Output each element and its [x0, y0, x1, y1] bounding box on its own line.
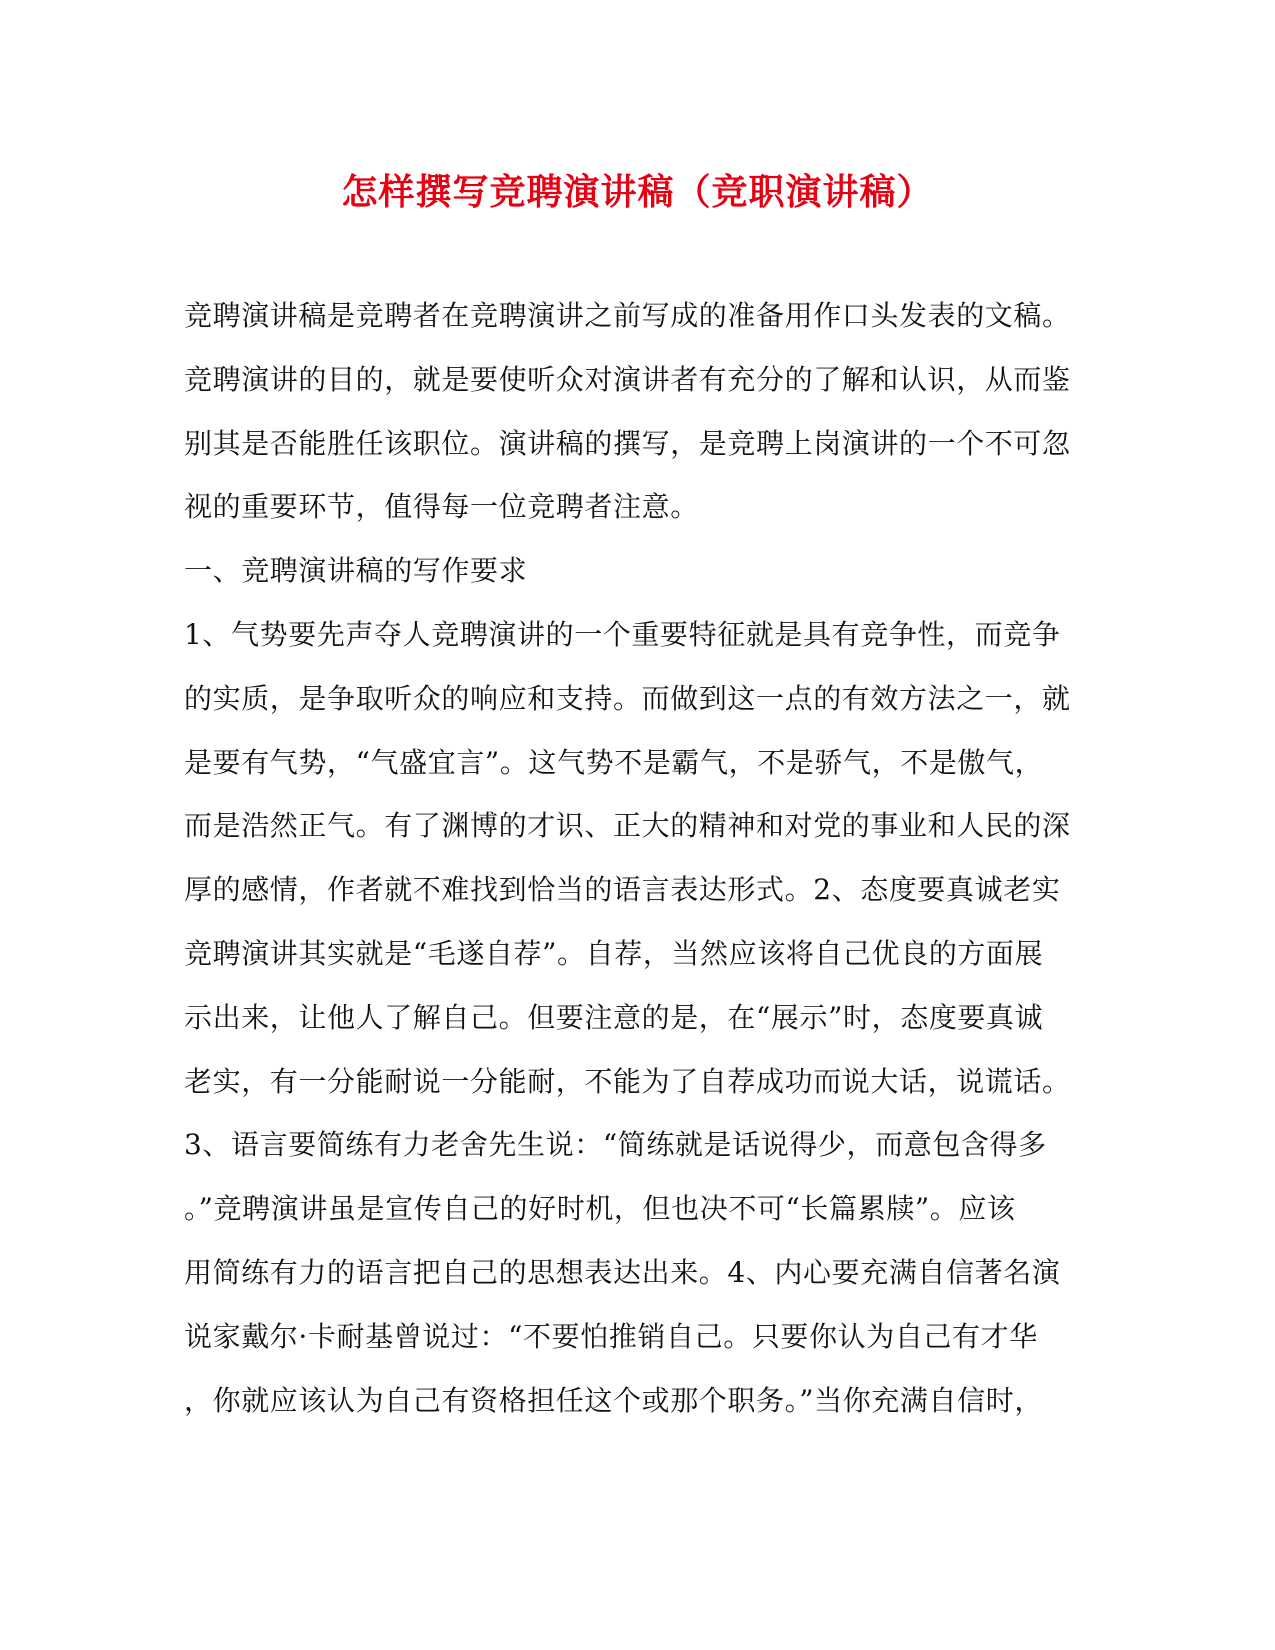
text-line-14: 3、语言要简练有力老舍先生说：“简练就是话说得少，而意包含得多 [184, 1128, 1047, 1162]
text-line-11: 竞聘演讲其实就是“毛遂自荐”。自荐，当然应该将自己优良的方面展 [184, 936, 1044, 970]
document-body [184, 284, 1084, 1432]
text-line-7: 的实质，是争取听众的响应和支持。而做到这一点的有效方法之一，就 [184, 681, 1071, 715]
text-line-17: 说家戴尔·卡耐基曾说过：“不要怕推销自己。只要你认为自己有才华 [184, 1319, 1038, 1353]
text-line-6: 1、气势要先声夺人竞聘演讲的一个重要特征就是具有竞争性，而竞争 [184, 617, 1061, 651]
text-line-3: 别其是否能胜任该职位。演讲稿的撰写，是竞聘上岗演讲的一个不可忽 [184, 426, 1071, 460]
text-line-10: 厚的感情，作者就不难找到恰当的语言表达形式。2、态度要真诚老实 [184, 873, 1061, 907]
text-line-4: 视的重要环节，值得每一位竞聘者注意。 [184, 490, 699, 524]
text-line-8: 是要有气势，“气盛宜言”。这气势不是霸气，不是骄气，不是傲气， [184, 745, 1044, 779]
section-heading: 一、竞聘演讲稿的写作要求 [184, 554, 528, 588]
text-line-13: 老实，有一分能耐说一分能耐，不能为了自荐成功而说大话，说谎话。 [184, 1064, 1071, 1098]
text-line-1: 竞聘演讲稿是竞聘者在竞聘演讲之前写成的准备用作口头发表的文稿。 [184, 299, 1071, 332]
text-line-15: 。”竞聘演讲虽是宣传自己的好时机，但也决不可“长篇累牍”。应该 [184, 1192, 1016, 1226]
document-title: 怎样撰写竞聘演讲稿（竞职演讲稿） [341, 171, 934, 213]
text-line-18: ，你就应该认为自己有资格担任这个或那个职务。”当你充满自信时， [184, 1383, 1043, 1417]
text-line-16: 用简练有力的语言把自己的思想表达出来。4、内心要充满自信著名演 [184, 1255, 1061, 1289]
text-line-2: 竞聘演讲的目的，就是要使听众对演讲者有充分的了解和认识，从而鉴 [184, 362, 1071, 396]
text-line-9: 而是浩然正气。有了渊博的才识、正大的精神和对党的事业和人民的深 [184, 809, 1071, 843]
text-line-12: 示出来，让他人了解自己。但要注意的是，在“展示”时，态度要真诚 [184, 1000, 1044, 1034]
